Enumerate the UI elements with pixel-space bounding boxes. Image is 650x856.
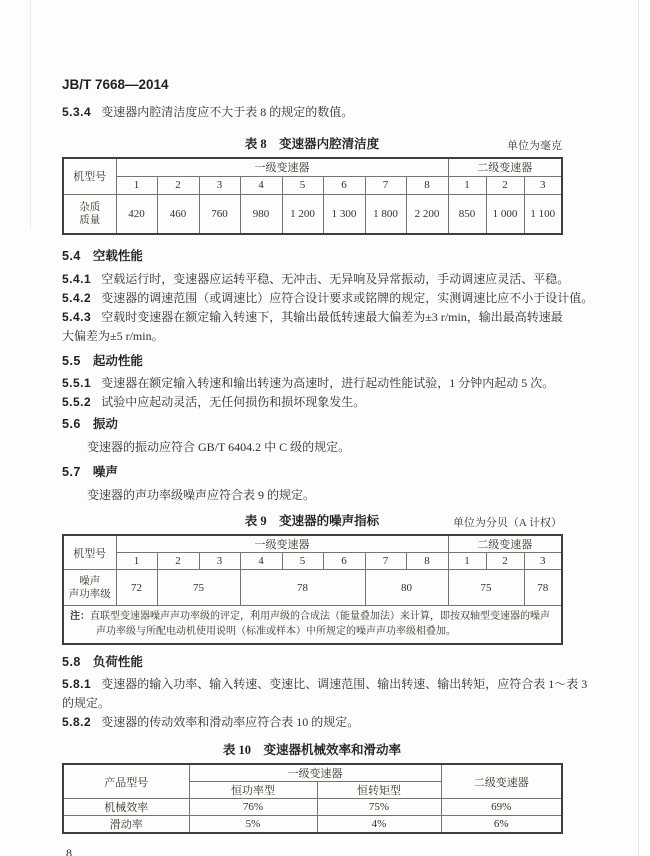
paragraph-5-7: 变速器的声功率级噪声应符合表 9 的规定。 xyxy=(87,488,316,502)
heading-5-6: 5.6 振动 xyxy=(62,417,118,431)
column-header: 3 xyxy=(524,553,562,570)
table-cell: 69% xyxy=(441,799,562,816)
clause-5-5-1: 5.5.1 变速器在额定输入转速和输出转速为高速时，进行起动性能试验，1 分钟内起动 5 次。 xyxy=(62,376,555,390)
column-header: 7 xyxy=(365,176,406,194)
heading-5-4: 5.4 空载性能 xyxy=(62,249,143,263)
heading-5-5: 5.5 起动性能 xyxy=(62,354,143,368)
table-cell: 980 xyxy=(240,194,282,234)
table-cell: 75 xyxy=(448,570,524,606)
table10-group2-header: 二级变速器 xyxy=(441,764,562,799)
table-cell: 850 xyxy=(448,194,486,234)
table-cell: 1 800 xyxy=(365,194,406,234)
column-header: 2 xyxy=(157,553,199,570)
clause-5-3-4 xyxy=(62,103,562,122)
table-cell: 760 xyxy=(199,194,240,234)
table-cell: 78 xyxy=(524,570,562,606)
clause-number: 5.3.4 xyxy=(62,105,92,119)
table-row xyxy=(63,799,562,816)
row-label: 机械效率 xyxy=(63,799,189,816)
table9-note: 注：直联型变速器噪声声功率级的评定，利用声级的合成法（能量叠加法）来计算，即按双轴型变速器的噪声 声功率级与所配电动机使用说明（标准或样本）中所规定的噪声声功率级相叠加。 xyxy=(63,606,562,645)
row-label: 杂质 质量 xyxy=(63,194,116,234)
table8-caption-row xyxy=(62,134,562,154)
column-header: 2 xyxy=(486,553,524,570)
table-cell: 72 xyxy=(116,570,157,606)
column-header: 8 xyxy=(406,176,448,194)
table-cell: 1 100 xyxy=(524,194,562,234)
column-header: 6 xyxy=(323,553,365,570)
row-label: 滑动率 xyxy=(63,816,189,834)
table8-caption: 表 8 变速器内腔清洁度 xyxy=(244,137,380,151)
column-header: 8 xyxy=(406,553,448,570)
column-header: 4 xyxy=(240,553,282,570)
table-cell: 75 xyxy=(157,570,240,606)
table-cell: 78 xyxy=(240,570,365,606)
clause-text: 变速器内腔清洁度应不大于表 8 的规定的数值。 xyxy=(101,105,354,119)
table8-group2-header: 二级变速器 xyxy=(448,158,562,176)
column-header: 5 xyxy=(282,176,323,194)
column-header: 3 xyxy=(199,553,240,570)
column-header: 2 xyxy=(486,176,524,194)
heading-5-8: 5.8 负荷性能 xyxy=(62,655,143,669)
table8-cleanliness xyxy=(62,157,563,235)
clause-5-5-2: 5.5.2 试验中应起动灵活，无任何损伤和损坏现象发生。 xyxy=(62,395,366,409)
table9-group1-header: 一级变速器 xyxy=(116,535,448,553)
paragraph-5-6: 变速器的振动应符合 GB/T 6404.2 中 C 级的规定。 xyxy=(87,440,351,454)
table8-group1-header: 一级变速器 xyxy=(116,158,448,176)
column-header: 恒功率型 xyxy=(189,782,317,799)
table10-stub-header: 产品型号 xyxy=(63,764,189,799)
note-label: 注： xyxy=(70,611,90,622)
document-code-header: JB/T 7668—2014 xyxy=(62,77,169,92)
table9-caption-row xyxy=(62,511,562,531)
table-note-row xyxy=(63,606,562,645)
table-cell: 6% xyxy=(441,816,562,834)
clause-5-8-2: 5.8.2 变速器的传动效率和滑动率应符合表 10 的规定。 xyxy=(62,715,360,729)
table10-caption-row xyxy=(62,740,562,760)
page-number: 8 xyxy=(66,846,72,856)
table9-noise xyxy=(62,534,563,645)
clause-5-4-1: 5.4.1 空载运行时，变速器应运转平稳、无冲击、无异响及异常振动，手动调速应灵活、平稳。 xyxy=(62,272,570,286)
table10-caption: 表 10 变速器机械效率和滑动率 xyxy=(222,743,402,757)
scan-artifact-line xyxy=(638,0,639,856)
table-row xyxy=(63,570,562,606)
table-row xyxy=(63,816,562,834)
table-cell: 420 xyxy=(116,194,157,234)
table-cell: 2 200 xyxy=(406,194,448,234)
column-header: 恒转矩型 xyxy=(317,782,441,799)
table-cell: 5% xyxy=(189,816,317,834)
column-header: 4 xyxy=(240,176,282,194)
scan-artifact-line xyxy=(30,0,31,230)
column-header: 2 xyxy=(157,176,199,194)
table10-efficiency xyxy=(62,763,563,834)
column-header: 1 xyxy=(448,553,486,570)
column-header: 3 xyxy=(524,176,562,194)
table8-stub-header: 机型号 xyxy=(63,158,116,194)
table-cell: 460 xyxy=(157,194,199,234)
column-header: 1 xyxy=(116,176,157,194)
table9-caption: 表 9 变速器的噪声指标 xyxy=(244,514,380,528)
table-row xyxy=(63,194,562,234)
column-header: 1 xyxy=(116,553,157,570)
table-cell: 1 200 xyxy=(282,194,323,234)
clause-5-4-2: 5.4.2 变速器的调速范围（或调速比）应符合设计要求或铭牌的规定，实测调速比应不小于设计值。 xyxy=(62,291,594,305)
page-content xyxy=(62,75,594,856)
table-cell: 1 000 xyxy=(486,194,524,234)
column-header: 3 xyxy=(199,176,240,194)
table9-group2-header: 二级变速器 xyxy=(448,535,562,553)
table-cell: 80 xyxy=(365,570,448,606)
heading-5-7: 5.7 噪声 xyxy=(62,465,118,479)
column-header: 1 xyxy=(448,176,486,194)
table-cell: 75% xyxy=(317,799,441,816)
column-header: 6 xyxy=(323,176,365,194)
clause-5-8-1: 5.8.1 变速器的输入功率、输入转速、变速比、调速范围、输出转速、输出转矩，应符合表 1～表 3 的规定。 xyxy=(62,677,588,710)
table10-group1-header: 一级变速器 xyxy=(189,764,441,782)
table-cell: 1 300 xyxy=(323,194,365,234)
table9-unit-label: 单位为分贝（A 计权） xyxy=(452,517,562,529)
table-cell: 76% xyxy=(189,799,317,816)
clause-5-4-3: 5.4.3 空载时变速器在额定输入转速下，其输出最低转速最大偏差为±3 r/min，输出最高转速最 大偏差为±5 r/min。 xyxy=(62,310,563,343)
table-cell: 4% xyxy=(317,816,441,834)
column-header: 7 xyxy=(365,553,406,570)
column-header: 5 xyxy=(282,553,323,570)
table9-stub-header: 机型号 xyxy=(63,535,116,570)
table8-unit-label: 单位为毫克 xyxy=(507,140,562,152)
row-label: 噪声 声功率级 xyxy=(63,570,116,606)
